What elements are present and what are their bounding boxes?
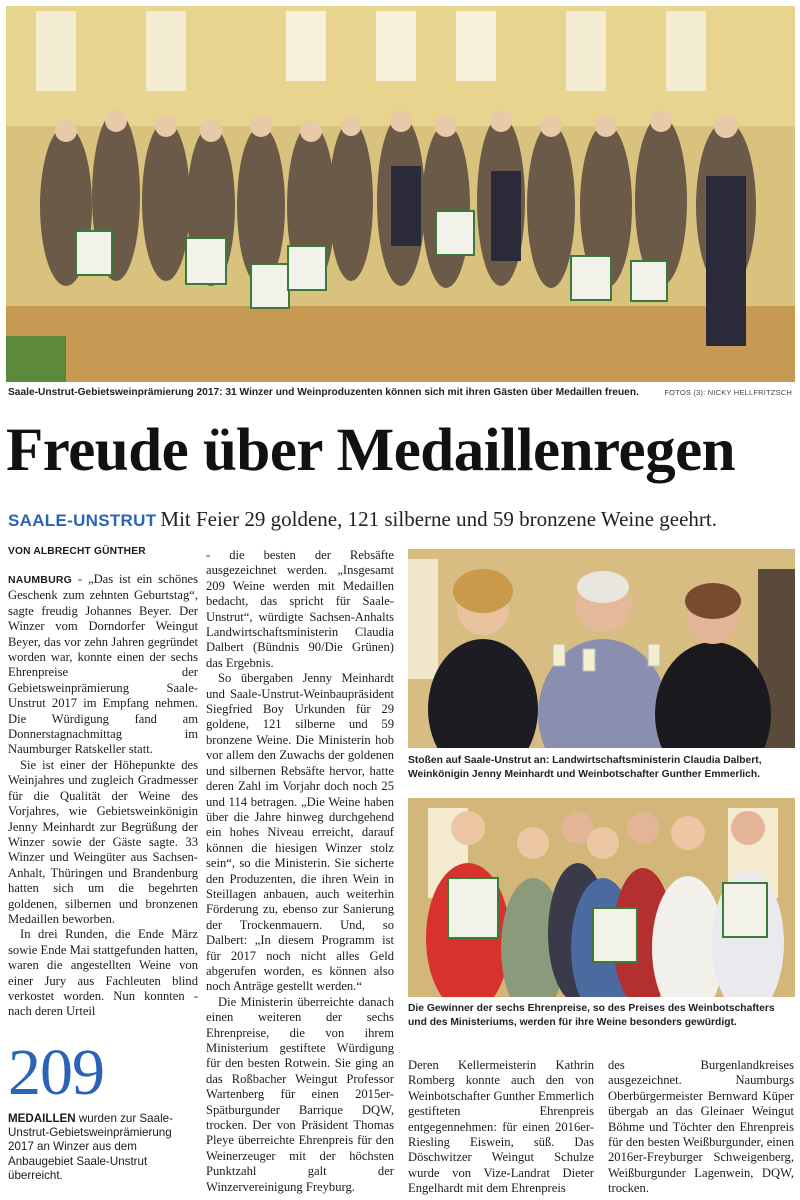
article-column-1 (8, 572, 198, 1020)
paragraph: Sie ist einer der Höhepunkte des Weinjahres und zugleich Gradmesser für die Qualität der Weine des Vorjahres, wie Gebietsweinkönigin Jenny Meinhardt zur Begrüßung der Winzer sowie der Gäste sagte. 33 Winzer und Weingüter aus Sachsen-Anhalt, Thüringen und Brandenburg hatten sich um die begehrten goldenen, silbernen und bronzenen Medaillen beworben. (8, 757, 198, 926)
paragraph: In drei Runden, die Ende März sowie Ende Mai stattgefunden hatten, waren die angestellten Weine von einer Jury aus Fachleuten blind verkostet worden. Nun konnten - nach deren Urteil (8, 927, 198, 1019)
headline: Freude über Medaillenregen (6, 417, 736, 484)
photo-caption: Stoßen auf Saale-Unstrut an: Landwirtschaftsministerin Claudia Dalbert, Weinkönigin Jenny Meinhardt und Weinbotschafter Gunther Emmerlich. (408, 755, 762, 780)
paragraph: Deren Kellermeisterin Kathrin Romberg konnte auch den von Weinbotschafter Gunther Emmerlich gestifteten Ehrenpreis entgegennehmen: für einen 2016er-Riesling Eiswein, süß. Das Döschwitzer Weingut Schulze wurde von Vize-Landrat Dieter Engelhardt mit dem Ehrenpreis (408, 1058, 594, 1196)
photo-caption: Saale-Unstrut-Gebietsweinprämierung 2017: 31 Winzer und Weinproduzenten können sich mit ihren Gästen über Medaillen freuen. FOTOS (3): NICKY HELLFRITZSCH (8, 387, 792, 398)
winners-photo (408, 798, 795, 997)
paragraph: So übergaben Jenny Meinhardt und Saale-Unstrut-Weinbaupräsident Siegfried Boy Urkunden für 29 goldene, 121 silberne und 59 bronzene Weine. Die Ministerin hob vor allem den Zuwachs der goldenen und silbernen Rebsäfte hervor, hatte deren Zahl im Vorjahr doch noch 25 und 114 betragen. „Die Weine haben über die Jahre hinweg durchgehend ein hohes Niveau erreicht, darauf können die hiesigen Winzer stolz sein“, so die Ministerin. Sie sicherte den Produzenten, die ihren Wein in Steillagen anbauen, auch weiterhin Förderung zu, ebenso zur Sanierung der Trockenmauern. Und, so Dalbert: „In diesem Programm ist für 2017 noch nicht alles Geld abgerufen worden, es können also noch Anträge gestellt werden.“ (206, 671, 394, 994)
paragraph: - die besten der Rebsäfte ausgezeichnet werden. „Insgesamt 209 Weine werden mit Medaillen bedacht, das spricht für Saale-Unstrut“, würdigte Sachsen-Anhalts Landwirtschaftsministerin Claudia Dalbert (Bündnis 90/Die Grünen) das Ergebnis. (206, 548, 394, 670)
group-photo (6, 6, 795, 382)
photo-credit: FOTOS (3): NICKY HELLFRITZSCH (664, 388, 792, 397)
fact-number: 209 (8, 1036, 104, 1109)
photo-caption: Die Gewinner der sechs Ehrenpreise, so des Preises des Weinbotschafters und des Ministeriums, werden für ihre Weine besonders gewürdigt. (408, 1003, 775, 1028)
article-column-4 (608, 1058, 794, 1197)
byline: VON ALBRECHT GÜNTHER (8, 546, 146, 557)
toast-photo (408, 549, 795, 748)
paragraph: Die Ministerin überreichte danach einen weiteren der sechs Ehrenpreise, die von ihrem Ministerium gestiftete Würdigung für den besten Rotwein. Sie ging an das Roßbacher Weingut Professor Wartenberg für einen 2015er-Spätburgunder Barrique DQW, trocken. Der von Präsident Thomas Pleye überreichte Ehrenpreis für den Weinerzeuger mit der höchsten Punktzahl galt der Winzervereinigung Freyburg. (206, 994, 394, 1194)
subheadline (8, 507, 798, 532)
region-label: SAALE-UNSTRUT (8, 511, 157, 530)
paragraph: des Burgenlandkreises ausgezeichnet. Naumburgs Oberbürgermeister Bernward Küper übergab an das Gleinaer Weingut Böhme und Töchter den Ehrenpreis für den besten Weißburgunder, einen 2016er-Freyburger Schweigenberg, Weißburgunder Lagenwein, DQW, trocken. (608, 1058, 794, 1196)
paragraph: NAUMBURG - „Das ist ein schönes Geschenk zum zehnten Geburtstag“, sagte freudig Johannes Beyer. Der Winzer vom Dorndorfer Weingut Beyer, das vor zehn Jahren gegründet worden war, konnte einen der sechs Ehrenpreise der Gebietsweinprämierung Saale-Unstrut 2017 im Empfang nehmen. Die Würdigung fand am Donnerstagnachmittag im Naumburger Ratskeller statt. (8, 572, 198, 757)
fact-box (8, 1036, 198, 1183)
deck: Mit Feier 29 goldene, 121 silberne und 59 bronzene Weine geehrt. (160, 507, 718, 531)
fact-text: MEDAILLEN wurden zur Saale-Unstrut-Gebietsweinprämierung 2017 an Winzer aus dem Anbaugebiet Saale-Unstrut überreicht. (8, 1112, 173, 1182)
article-column-2 (206, 548, 394, 1195)
article-column-3 (408, 1058, 594, 1197)
dateline: NAUMBURG (8, 574, 73, 586)
